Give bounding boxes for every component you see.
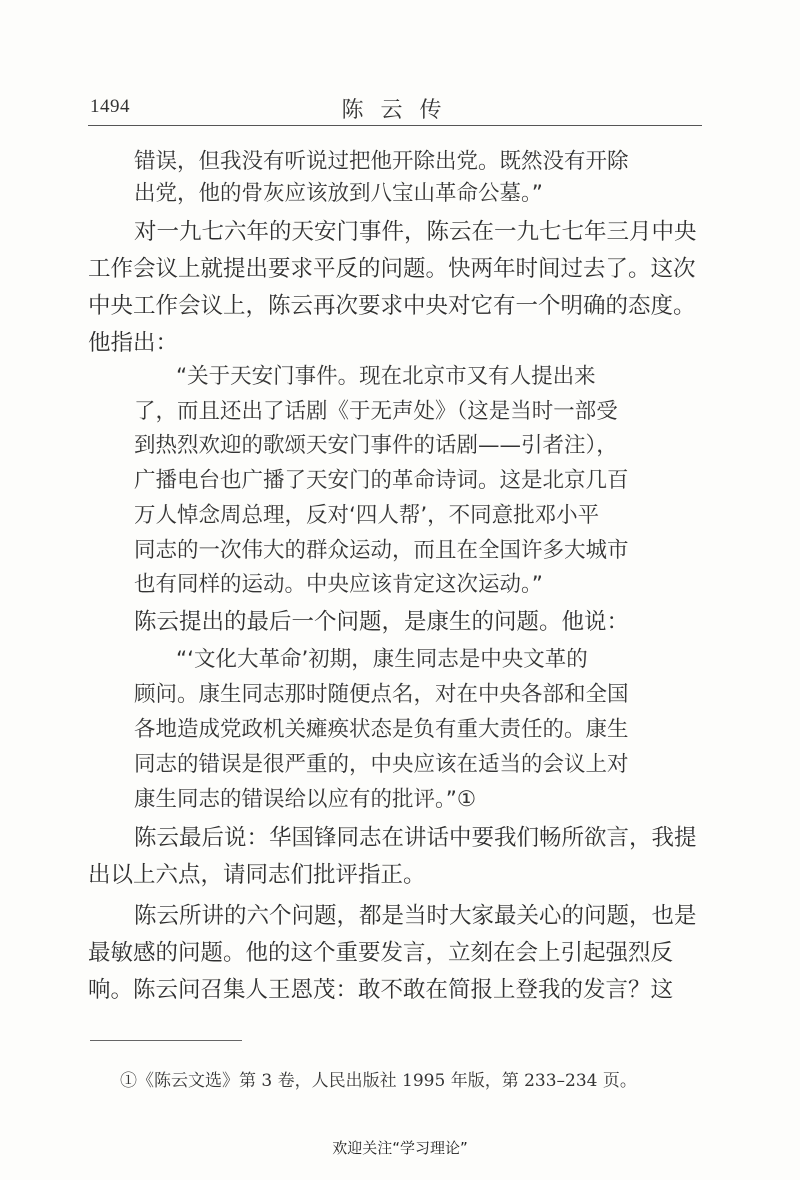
text-line: “‘文化大革命’初期，康生同志是中央文革的 [176, 647, 588, 672]
footnote: ①《陈云文选》第 3 卷，人民出版社 1995 年版，第 233–234 页。 [120, 1071, 637, 1091]
text-line: 了，而且还出了话剧《于无声处》（这是当时一部受 [134, 399, 618, 424]
text-line: 他指出： [88, 330, 179, 356]
text-line: 万人悼念周总理，反对‘四人帮’，不同意批邓小平 [134, 503, 600, 528]
text-line: 同志的错误是很严重的，中央应该在适当的会议上对 [134, 752, 629, 777]
text-line: 各地造成党政机关瘫痪状态是负有重大责任的。康生 [134, 717, 629, 742]
text-line: 中央工作会议上，陈云再次要求中央对它有一个明确的态度。 [88, 293, 696, 319]
text-line: 出以上六点，请同志们批评指正。 [88, 862, 426, 888]
text-line: 康生同志的错误给以应有的批评。”① [134, 787, 477, 812]
text-line: “关于天安门事件。现在北京市又有人提出来 [176, 364, 596, 389]
text-line: 出党，他的骨灰应该放到八宝山革命公墓。” [134, 181, 543, 206]
text-line: 顾问。康生同志那时随便点名，对在中央各部和全国 [134, 682, 629, 707]
text-line: 错误，但我没有听说过把他开除出党。既然没有开除 [134, 149, 629, 174]
text-line: 陈云最后说：华国锋同志在讲话中要我们畅所欲言，我提 [134, 825, 697, 851]
text-line: 到热烈欢迎的歌颂天安门事件的话剧——引者注）， [134, 433, 618, 458]
text-line: 广播电台也广播了天安门的革命诗词。这是北京几百 [134, 468, 629, 493]
header-rule [88, 125, 702, 126]
text-line: 对一九七六年的天安门事件，陈云在一九七七年三月中央 [134, 219, 697, 245]
text-line: 也有同样的运动。中央应该肯定这次运动。” [134, 572, 543, 597]
text-line: 陈云提出的最后一个问题，是康生的问题。他说： [134, 609, 630, 635]
text-line: 工作会议上就提出要求平反的问题。快两年时间过去了。这次 [88, 256, 696, 282]
text-line: 同志的一次伟大的群众运动，而且在全国许多大城市 [134, 538, 629, 563]
running-title: 陈云传 [341, 98, 459, 123]
text-line: 最敏感的问题。他的这个重要发言，立刻在会上引起强烈反 [88, 940, 674, 966]
footnote-rule [90, 1040, 242, 1041]
page-number: 1494 [90, 96, 130, 117]
text-line: 陈云所讲的六个问题，都是当时大家最关心的问题，也是 [134, 903, 697, 929]
footer-caption: 欢迎关注“学习理论” [332, 1139, 468, 1157]
text-line: 响。陈云问召集人王恩茂：敢不敢在简报上登我的发言？这 [88, 977, 674, 1003]
